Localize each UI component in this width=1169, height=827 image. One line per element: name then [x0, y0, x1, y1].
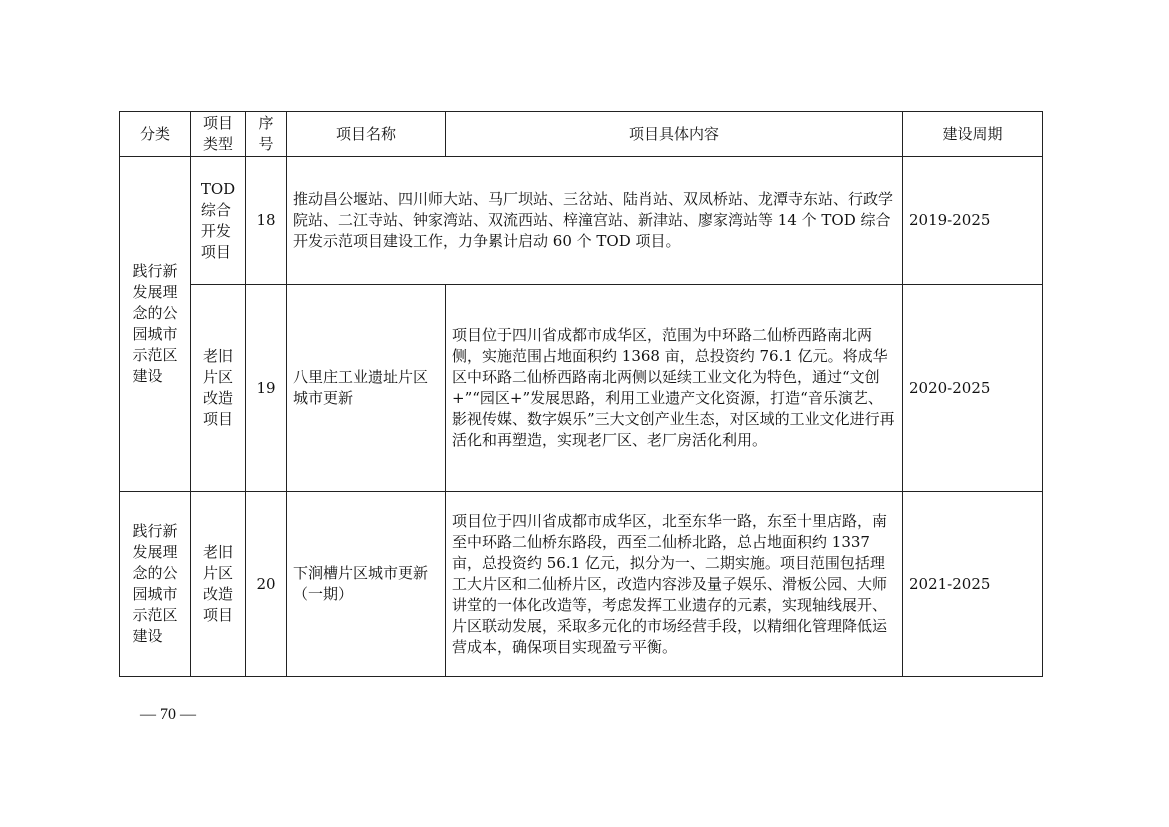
number-cell	[246, 285, 287, 492]
period-text: 2020-2025	[909, 378, 991, 397]
header-no: 序 号	[246, 112, 287, 157]
period-cell	[903, 157, 1043, 285]
name-cell	[287, 492, 446, 677]
content-cell	[446, 492, 903, 677]
category-cell	[120, 157, 191, 492]
type-text: 老旧 片区 改造 项目	[202, 543, 233, 624]
page-number: — 70 —	[140, 706, 196, 723]
table-row	[120, 157, 1043, 285]
content-text: 推动昌公堰站、四川师大站、马厂坝站、三岔站、陆肖站、双凤桥站、龙潭寺东站、行政学院站、二江寺站、钟家湾站、双流西站、梓潼宫站、新津站、廖家湾站等 14 个 TOD 综合开发示范项目建设工作，力争累计启动 60 个 TOD 项目。	[293, 190, 894, 250]
content-cell	[287, 157, 903, 285]
type-cell	[191, 285, 246, 492]
period-text: 2019-2025	[909, 211, 991, 229]
header-period: 建设周期	[903, 112, 1043, 157]
type-text: 老旧 片区 改造 项目	[202, 347, 233, 428]
content-text: 项目位于四川省成都市成华区，北至东华一路，东至十里店路，南至中环路二仙桥东路段，西至二仙桥北路，总占地面积约 1337 亩，总投资约 56.1 亿元，拟分为一、二期实施。项目范围包括理工大片区和二仙桥片区，改造内容涉及量子娱乐、滑板公园、大师讲堂的一体化改造等，考虑发挥工业遗存的元素，实现轴线展开、片区联动发展，采取多元化的市场经营手段，以精细化管理降低运营成本，确保项目实现盈亏平衡。	[452, 511, 888, 656]
row-number: 19	[256, 378, 276, 397]
project-table	[119, 111, 1043, 677]
project-name: 下涧槽片区城市更新（一期）	[293, 564, 429, 603]
name-cell	[287, 285, 446, 492]
category-text: 践行新 发展理 念的公 园城市 示范区 建设	[132, 262, 178, 385]
number-cell	[246, 157, 287, 285]
table-row	[120, 285, 1043, 492]
project-name: 八里庄工业遗址片区城市更新	[293, 368, 429, 407]
number-cell	[246, 492, 287, 677]
period-cell	[903, 492, 1043, 677]
content-text: 项目位于四川省成都市成华区，范围为中环路二仙桥西路南北两侧，实施范围占地面积约 1368 亩，总投资约 76.1 亿元。将成华区中环路二仙桥西路南北两侧以延续工业文化为特色，通过“文创+”“园区+”发展思路，利用工业遗产文化资源，打造“音乐演艺、影视传媒、数字娱乐”三大文创产业生态，对区域的工业文化进行再活化和再塑造，实现老厂区、老厂房活化利用。	[452, 326, 895, 449]
header-type: 项目 类型	[191, 112, 246, 157]
type-text: TOD 综合 开发 项目	[200, 179, 236, 261]
type-cell	[191, 492, 246, 677]
content-cell	[446, 285, 903, 492]
row-number: 20	[256, 574, 276, 593]
category-text: 践行新 发展理 念的公 园城市 示范区 建设	[132, 522, 178, 645]
period-text: 2021-2025	[909, 574, 991, 593]
header-category: 分类	[120, 112, 191, 157]
header-name: 项目名称	[287, 112, 446, 157]
period-cell	[903, 285, 1043, 492]
category-cell	[120, 492, 191, 677]
row-number: 18	[256, 211, 276, 229]
header-content: 项目具体内容	[446, 112, 903, 157]
table-row	[120, 492, 1043, 677]
type-cell	[191, 157, 246, 285]
table-header-row	[120, 112, 1043, 157]
